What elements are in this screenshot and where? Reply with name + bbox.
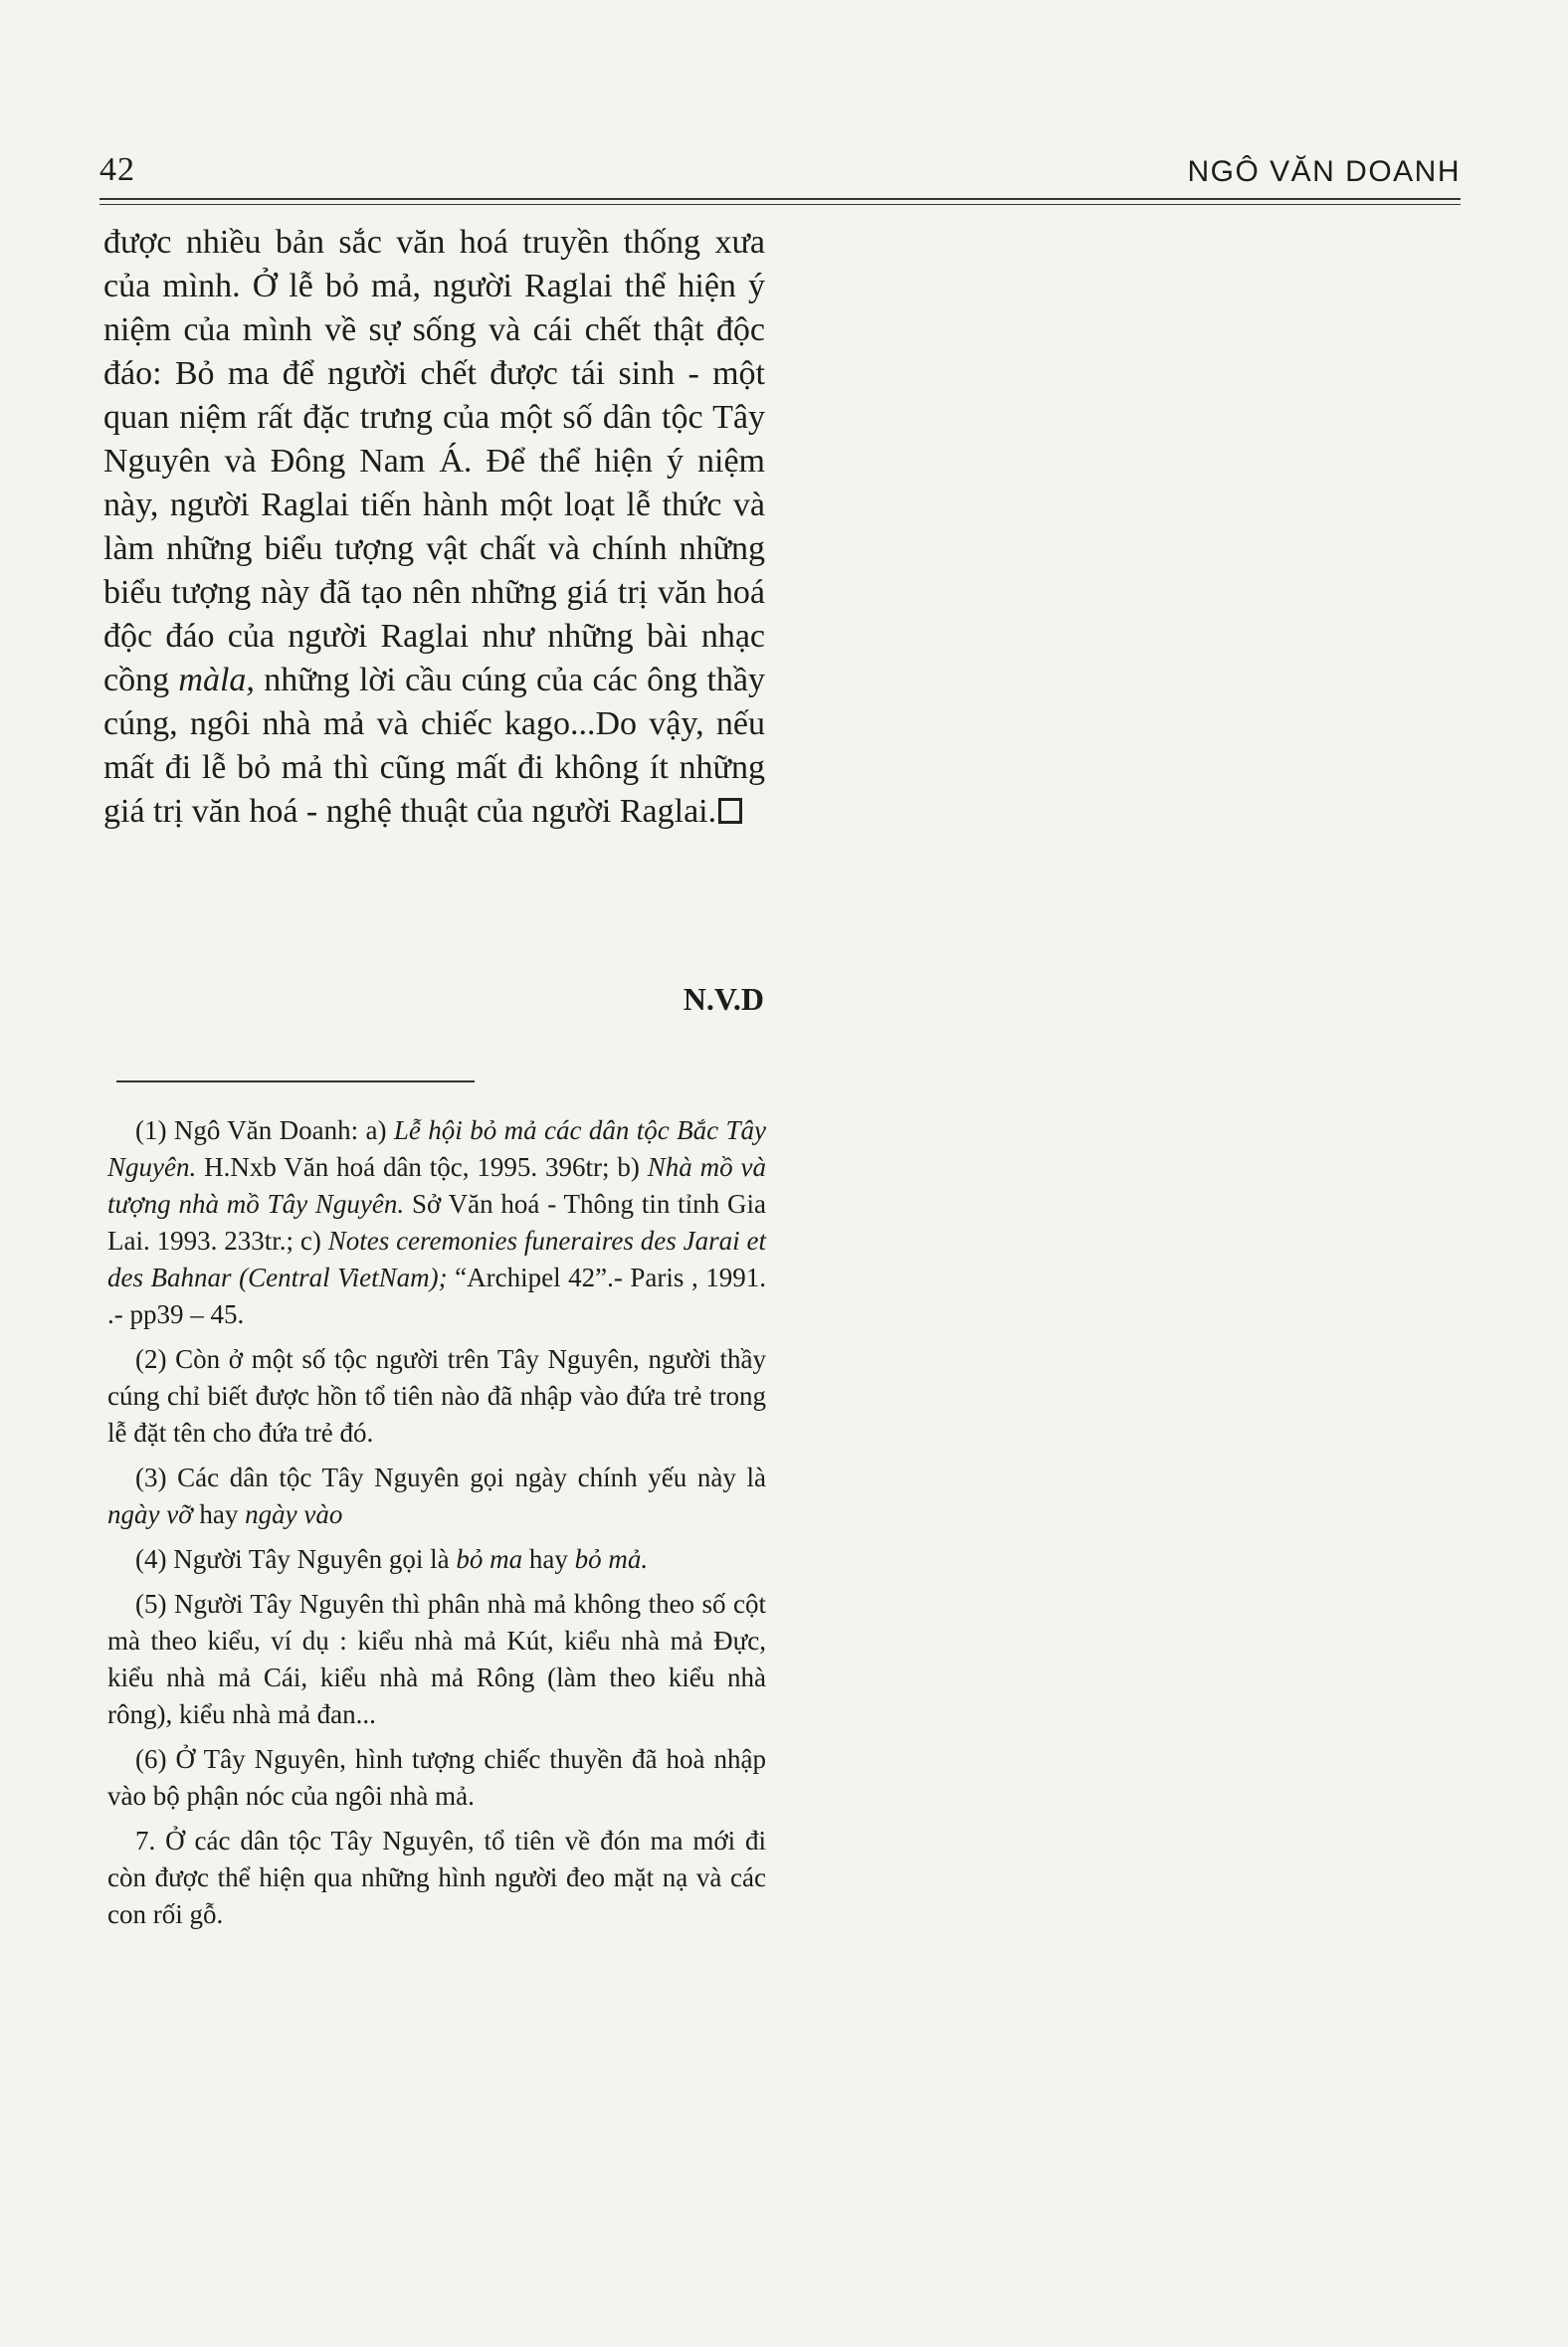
footnote-text: “Archipel 42”.- Paris , 1991. .- pp39 – 45.: [107, 1263, 766, 1329]
running-head: NGÔ VĂN DOANH: [1187, 155, 1461, 188]
footnote-6: [107, 1741, 766, 1815]
footnote-text: (2) Còn ở một số tộc người trên Tây Nguyên, người thầy cúng chỉ biết được hồn tổ tiên nào đã nhập vào đứa trẻ trong lễ đặt tên cho đứa trẻ đó.: [107, 1344, 766, 1448]
paragraph-text-before: được nhiều bản sắc văn hoá truyền thống xưa của mình. Ở lễ bỏ mả, người Raglai thể hiện ý niệm của mình về sự sống và cái chết thật độc đáo: Bỏ ma để người chết được tái sinh - một quan niệm rất đặc trưng của một số dân tộc Tây Nguyên và Đông Nam Á. Để thể hiện ý niệm này, người Raglai tiến hành một loạt lễ thức và làm những biểu tượng vật chất và chính những biểu tượng này đã tạo nên những giá trị văn hoá độc đáo của người Raglai như những bài nhạc cồng: [103, 224, 765, 698]
page-number: 42: [99, 151, 135, 188]
footnote-text: (1) Ngô Văn Doanh: a): [135, 1115, 394, 1145]
footnote-text: Nhà mồ và tượng nhà mồ Tây Nguyên.: [107, 1152, 766, 1219]
footnote-text: (5) Người Tây Nguyên thì phân nhà mả không theo số cột mà theo kiểu, ví dụ : kiểu nhà mả Kút, kiểu nhà mả Đực, kiểu nhà mả Cái, kiểu nhà mả Rông (làm theo kiểu nhà rông), kiểu nhà mả đan...: [107, 1589, 766, 1729]
footnote-text: hay: [192, 1499, 246, 1529]
paragraph-text-after: những lời cầu cúng của các ông thầy cúng, ngôi nhà mả và chiếc kago...Do vậy, nếu mất đi lễ bỏ mả thì cũng mất đi không ít những giá trị văn hoá - nghệ thuật của người Raglai.: [103, 662, 765, 830]
author-signature: N.V.D: [683, 981, 764, 1017]
footnote-text: (3) Các dân tộc Tây Nguyên gọi ngày chính yếu này là: [135, 1463, 766, 1492]
header-rule-thick: [99, 198, 1461, 200]
footnote-text: bỏ ma: [456, 1544, 523, 1574]
footnotes-section: [107, 1112, 766, 1941]
footnote-3: [107, 1460, 766, 1533]
footnote-text: bỏ mả.: [574, 1544, 649, 1574]
footnote-text: 7. Ở các dân tộc Tây Nguyên, tổ tiên về đón ma mới đi còn được thể hiện qua những hình người đeo mặt nạ và các con rối gỗ.: [107, 1826, 766, 1929]
footnote-4: [107, 1541, 766, 1578]
body-paragraph: [103, 221, 765, 834]
footnote-separator: [116, 1080, 475, 1082]
footnote-text: Lễ hội bỏ mả các dân tộc Bắc Tây Nguyên.: [107, 1115, 766, 1182]
footnote-text: Notes ceremonies funeraires des Jarai et des Bahnar (Central VietNam);: [107, 1226, 766, 1292]
footnote-text: ngày vào: [245, 1499, 343, 1529]
footnote-5: [107, 1586, 766, 1733]
footnote-7: [107, 1823, 766, 1933]
paragraph-italic-term: màla,: [178, 662, 255, 698]
page-header: [99, 151, 1461, 199]
footnote-2: [107, 1341, 766, 1452]
footnote-text: H.Nxb Văn hoá dân tộc, 1995. 396tr; b): [196, 1152, 648, 1182]
footnote-text: (6) Ở Tây Nguyên, hình tượng chiếc thuyền đã hoà nhập vào bộ phận nóc của ngôi nhà mả.: [107, 1744, 766, 1811]
footnote-text: Sở Văn hoá - Thông tin tỉnh Gia Lai. 1993. 233tr.; c): [107, 1189, 766, 1256]
footnote-text: hay: [522, 1544, 575, 1574]
footnote-text: (4) Người Tây Nguyên gọi là: [135, 1544, 457, 1574]
footnote-1: [107, 1112, 766, 1333]
header-rule-thin: [99, 204, 1461, 205]
end-of-article-square-icon: [718, 798, 742, 824]
footnote-text: ngày vỡ: [107, 1499, 193, 1529]
